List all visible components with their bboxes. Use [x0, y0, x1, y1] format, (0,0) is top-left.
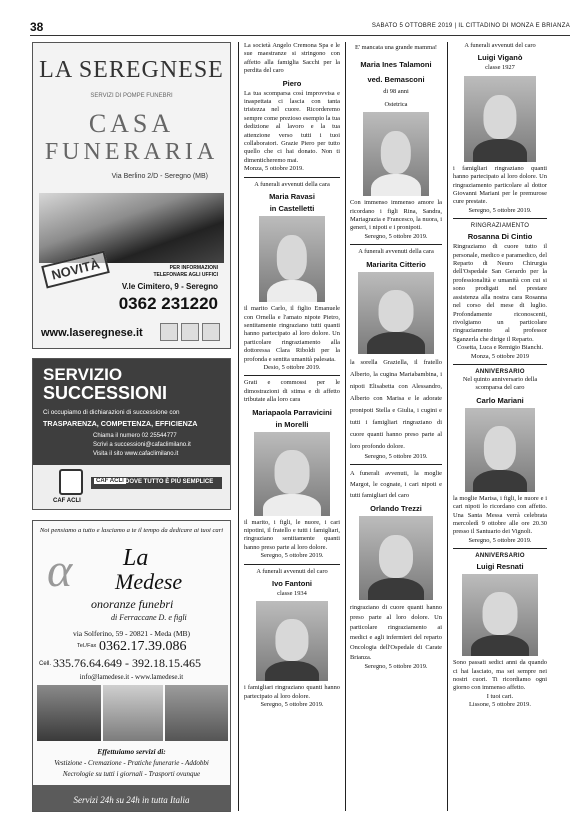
column-rule-1: [238, 42, 239, 811]
fantoni-class: classe 1934: [277, 590, 307, 597]
ad2-site: Visita il sito www.cafaclimilano.it: [93, 451, 179, 457]
fantoni-intro: A funerali avvenuti del caro: [256, 567, 328, 575]
notice-talamoni: [350, 44, 442, 241]
ad2-logo-text: CAF ACLI: [53, 498, 81, 504]
citterio-date: Seregno, 5 ottobre 2019.: [364, 452, 428, 460]
ravasi-name-1: Maria Ravasi: [269, 192, 315, 202]
ad1-building-image: [39, 193, 224, 263]
ad2-line-2: TRASPARENZA, COMPETENZA, EFFICIENZA: [43, 419, 198, 428]
page-number: 38: [30, 20, 44, 34]
resnati-sign: I tuoi cari.: [486, 692, 514, 700]
ad3-sub-2: di Ferraccane D. e figli: [111, 613, 187, 622]
ad3-services-2: Necrologie su tutti i giornali - Trasporti ovunque: [62, 770, 201, 778]
mariani-name: Carlo Mariani: [476, 395, 524, 405]
vigano-date: Seregno, 5 ottobre 2019.: [468, 206, 532, 214]
notice-resnati: [453, 548, 547, 709]
vigano-body: i famigliari ringraziano quanti hanno partecipato al loro dolore. Un ringraziamento particolare al dottor Giovanni Mariani per le premurose cure prestate.: [453, 164, 547, 206]
column-3: [350, 42, 442, 811]
ad1-address: Via Berlino 2/D - Seregno (MB): [111, 173, 208, 180]
parravicini-intro: Grati e commossi per le dimostrazioni di stima e di affetto tributate alla loro cara: [244, 379, 340, 404]
notice-piero: [244, 42, 340, 174]
talamoni-name-2: ved. Bemasconi: [367, 75, 425, 85]
cintio-date: Monza, 5 ottobre 2019: [470, 352, 530, 360]
caf-acli-logo: [59, 469, 83, 495]
fantoni-body: i famigliari ringraziano quanti hanno partecipato al loro dolore.: [244, 684, 340, 700]
ad3-services-title: Effettuiamo servizi di:: [97, 747, 166, 756]
ad2-tagline: DOVE TUTTO È PIÙ SEMPLICE: [125, 479, 214, 485]
ad-servizio-successioni[interactable]: [32, 358, 231, 510]
chapel-image: [37, 685, 101, 741]
ad1-office: V.le Cimitero, 9 - Seregno: [121, 282, 218, 291]
mariani-date: Seregno, 5 ottobre 2019.: [468, 536, 532, 544]
notice-di-cintio: [453, 218, 547, 361]
ad1-brand-main-1: CASA: [88, 109, 175, 138]
page-header: [30, 20, 570, 36]
ad1-brand-top: LA SEREGNESE: [39, 57, 224, 83]
talamoni-name-1: Maria Ines Talamoni: [360, 60, 432, 70]
ad1-info-1: PER INFORMAZIONI: [169, 265, 218, 271]
ad2-call: Chiama il numero 02 25544777: [93, 433, 177, 439]
column-4: [453, 42, 547, 811]
notice-mariani: [453, 364, 547, 545]
parravicini-date: Seregno, 5 ottobre 2019.: [260, 552, 324, 560]
trezzi-portrait: [359, 516, 433, 600]
ad-la-medese[interactable]: [32, 520, 231, 812]
column-rule-3: [447, 42, 448, 811]
ad3-photo-strip: [37, 685, 226, 741]
notice-citterio: [350, 244, 442, 461]
youtube-icon: [160, 323, 178, 341]
talamoni-date: Seregno, 5 ottobre 2019.: [364, 232, 428, 240]
ad3-web[interactable]: info@lamedese.it - www.lamedese.it: [79, 673, 184, 681]
ad2-line-1: Ci occupiamo di dichiarazioni di successione con: [43, 409, 180, 416]
cintio-name: Rosanna Di Cintio: [467, 232, 533, 242]
hearse-image: [103, 685, 163, 741]
cintio-body: Ringraziamo di cuore tutto il personale, medico e paramedico, del Reparto di Neuro Chirurgia dell'Ospedale San Gerardo per la professionalità e umanità con cui si sono prodigati nel prestare assistenza alla nostra cara Rosanna nel corso del mese di luglio. Profondamente riconoscenti, rivolgiamo un particolare ringraziamento al professor Sganzerla che dirige il Reparto.: [453, 243, 547, 343]
ad3-address: via Solferino, 59 - 20821 - Meda (MB): [72, 629, 191, 638]
resnati-head: ANNIVERSARIO: [475, 553, 525, 560]
piero-date: Monza, 5 ottobre 2019.: [244, 165, 304, 173]
mariani-intro: Nel quinto anniversario della scomparsa del caro: [462, 375, 538, 392]
citterio-body: la sorella Graziella, il fratello Alberto, la cugina Mariabambina, i nipoti Elisabetta con Alessandro, Alberto con Marisa e le adorate pronipoti Stella e Giulia, i cugini e tutti i famigliari ringraziano di cuore quanti hanno preso parte al loro profondo dolore.: [350, 358, 442, 450]
ad3-brand-1: La: [123, 545, 149, 571]
citterio-portrait: [358, 272, 434, 354]
instagram-icon: [202, 323, 220, 341]
ad1-services: SERVIZI DI POMPE FUNEBRI: [90, 93, 173, 99]
ad-la-seregnese[interactable]: [32, 42, 231, 349]
ad3-services-1: Vestizione - Cremazione - Pratiche funerarie - Addobbi: [54, 759, 209, 767]
parravicini-portrait: [254, 432, 330, 516]
ad1-info-2: TELEFONARE AGLI UFFICI: [153, 272, 218, 278]
mariani-body: la moglie Marisa, i figli, le nuore e i cari nipoti lo ricordano con affetto. Una Santa Messa verrà celebrata mercoledì 9 ottobre alle ore 20.30 presso il Santuario dei Vignoli.: [453, 494, 547, 536]
notice-vigano: [453, 42, 547, 215]
vigano-portrait: [464, 76, 536, 162]
mariani-head: ANNIVERSARIO: [475, 368, 525, 375]
fantoni-portrait: [256, 601, 328, 681]
fantoni-name: Ivo Fantoni: [272, 579, 312, 588]
citterio-name: Mariarita Citterio: [366, 259, 426, 269]
resnati-date: Lissone, 5 ottobre 2019.: [469, 701, 531, 709]
ad3-cell-label: Cell.: [39, 661, 52, 667]
notice-ravasi: [244, 177, 340, 373]
ad2-title-1: SERVIZIO: [43, 365, 123, 384]
trezzi-date: Seregno, 5 ottobre 2019.: [364, 663, 428, 671]
ad1-website[interactable]: www.laseregnese.it: [41, 327, 143, 339]
citterio-intro: A funerali avvenuti della cara: [358, 248, 434, 256]
running-head: SABATO 5 OTTOBRE 2019 | IL CITTADINO DI MONZA E BRIANZA: [371, 23, 570, 29]
ad1-brand-main-2: FUNERARIA: [44, 139, 219, 165]
ravasi-portrait: [259, 216, 325, 302]
talamoni-body: Con immenso immenso amore la ricordano i figli Rina, Sandra, Mariagrazia e Francesco, la nuora, i generi, i nipoti e i pronipoti.: [350, 199, 442, 232]
ravasi-date: Desio, 5 ottobre 2019.: [263, 363, 321, 371]
notice-trezzi: [350, 464, 442, 671]
trezzi-body: ringraziano di cuore quanti hanno preso parte al loro dolore. Un particolare ringraziamento ai medici e agli infermieri del reparto Oncologia dell'Ospedale di Carate Brianza.: [350, 604, 442, 662]
cintio-sign: Cosetta, Luca e Remigio Bianchi.: [456, 344, 544, 352]
talamoni-role: Ostetrica: [384, 100, 408, 108]
trezzi-name: Orlando Trezzi: [370, 504, 422, 514]
piero-name: Piero: [282, 78, 302, 88]
facebook-icon: [181, 323, 199, 341]
ad2-email: Scrivi a successioni@cafaclimilano.it: [93, 442, 191, 448]
ad3-brand-2: Medese: [115, 569, 183, 594]
resnati-name: Luigi Resnati: [476, 562, 524, 572]
talamoni-intro: E' mancata una grande mamma!: [354, 44, 438, 51]
trezzi-intro: A funerali avvenuti, la moglie Margot, le cognate, i cari nipoti e tutti famigliari del caro: [350, 470, 442, 500]
ad3-tel-label: Tel./Fax: [77, 643, 97, 649]
vigano-intro: A funerali avvenuti del caro: [464, 42, 536, 49]
ad3-footer: Servizi 24h su 24h in tutta Italia: [73, 795, 190, 805]
ad3-cell: 335.76.64.649 - 392.18.15.465: [53, 656, 201, 670]
parravicini-name-1: Mariapaola Parravicini: [252, 407, 332, 417]
vigano-name: Luigi Viganò: [477, 53, 523, 63]
cintio-head: RINGRAZIAMENTO: [470, 223, 530, 230]
ad3-motto: Noi pensiamo a tutto e lasciamo a te il tempo da dedicare ai tuoi cari: [39, 527, 224, 534]
notice-fantoni: [244, 564, 340, 710]
piero-text: La società Angelo Cremona Spa e le sue maestranze si stringono con affetto alla famiglia Sacchi per la perdita del caro: [244, 42, 340, 75]
column-2: [244, 42, 340, 811]
resnati-portrait: [462, 574, 538, 656]
ad1-novita-stamp: NOVITÀ: [41, 250, 110, 288]
ravasi-name-2: in Castelletti: [269, 204, 315, 214]
ravasi-body: il marito Carlo, il figlio Emanuele con Ornella e l'amato nipote Pietro, sentitamente ringraziano tutti quanti hanno partecipato al loro dolore. Un particolare ringraziamento alla dottoressa Clara Riboldi per la profonda e sentita umanità palesata.: [244, 305, 340, 363]
vigano-class: classe 1927: [485, 64, 515, 72]
ad2-title-2: SUCCESSIONI: [43, 383, 168, 403]
ad3-sub-1: onoranze funebri: [91, 597, 174, 611]
mariani-portrait: [465, 408, 535, 492]
ad3-tel: 0362.17.39.086: [99, 639, 187, 654]
column-rule-2: [345, 42, 346, 811]
notice-parravicini: [244, 375, 340, 560]
ad1-phone: 0362 231220: [118, 294, 218, 313]
piero-body: La tua scomparsa così improvvisa e inaspettata ci lascia con tanta tristezza nel cuore. Ricorderemo sempre come prezioso esempio la tua dedizione al lavoro e la tua attenzione verso tutti i tuoi collaboratori. Grazie Piero per tutto quello che ci hai donato. Non ti dimenticheremo mai.: [244, 89, 340, 164]
office-image: [165, 685, 228, 741]
parravicini-name-2: in Morelli: [275, 419, 309, 429]
ad1-social-icons: [160, 323, 220, 343]
ravasi-intro: A funerali avvenuti della cara: [254, 180, 330, 188]
ad2-badge: CAF ACLI: [96, 478, 124, 484]
talamoni-portrait: [363, 112, 429, 196]
parravicini-body: il marito, i figli, le nuore, i cari nipotini, il fratello e tutti i famigliari, ringraziano sentitamente quanti hanno preso parte al loro dolore.: [244, 518, 340, 551]
resnati-body: Sono passati sedici anni da quando ci hai lasciato, ma sei sempre nei nostri cuori. Ti ricordiamo ogni giorno con immenso affetto.: [453, 659, 547, 692]
talamoni-age: di 98 anni: [383, 88, 409, 96]
fantoni-date: Seregno, 5 ottobre 2019.: [260, 701, 324, 709]
ad3-alpha-logo: α: [47, 544, 73, 597]
